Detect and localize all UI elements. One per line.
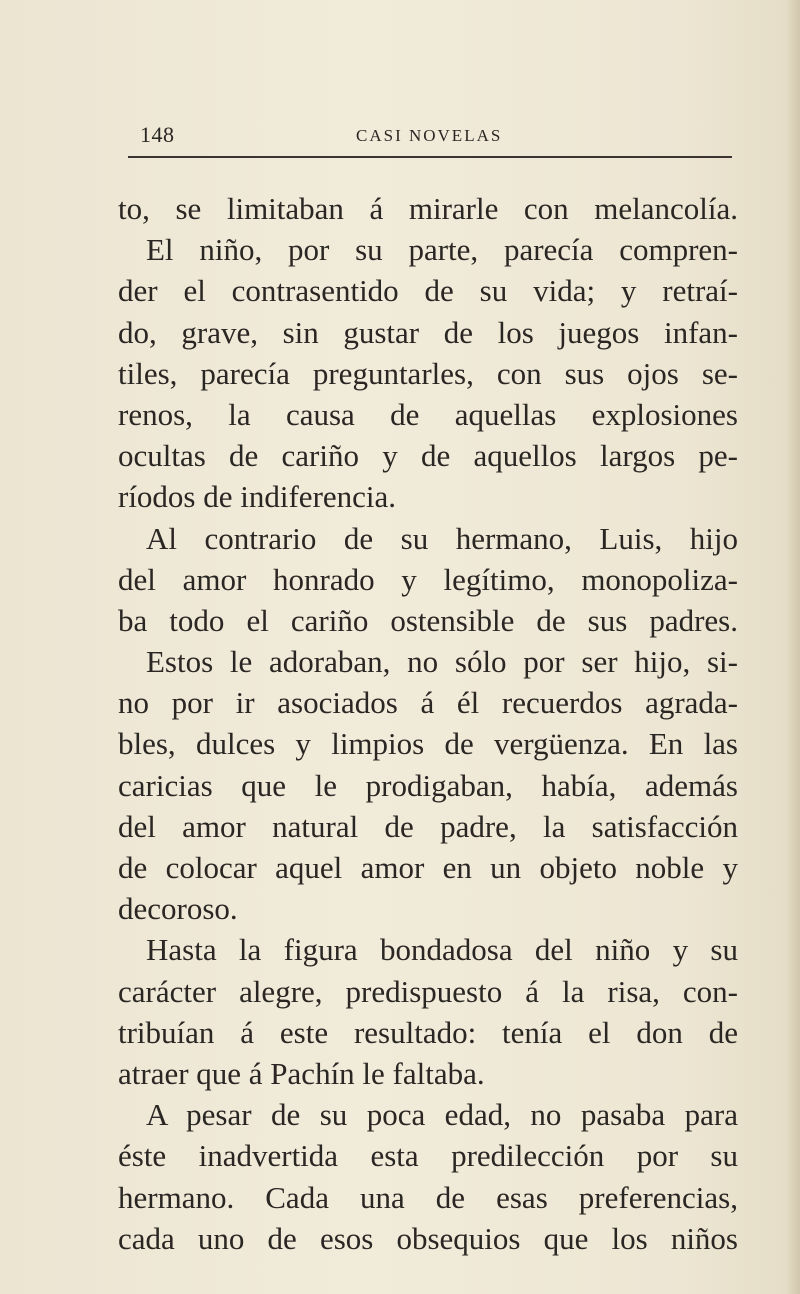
text-line: bles, dulces y limpios de vergüenza. En las (118, 726, 738, 762)
text-line: decoroso. (118, 891, 238, 927)
text-line: Estos le adoraban, no sólo por ser hijo, si- (146, 644, 738, 680)
page-number: 148 (140, 122, 175, 147)
text-line: del amor natural de padre, la satisfacción (118, 808, 738, 844)
text-line: no por ir asociados á él recuerdos agrada- (118, 685, 738, 721)
running-title: CASI NOVELAS (356, 126, 503, 145)
text-line: Hasta la figura bondadosa del niño y su (146, 932, 738, 968)
text-line: tribuían á este resultado: tenía el don de (118, 1014, 738, 1050)
text-line: ocultas de cariño y de aquellos largos pe- (118, 438, 738, 474)
text-line: to, se limitaban á mirarle con melancolía. (118, 191, 738, 226)
text-line: atraer que á Pachín le faltaba. (118, 1055, 485, 1091)
text-line: ba todo el cariño ostensible de sus padres. (118, 602, 738, 638)
text-line: A pesar de su poca edad, no pasaba para (146, 1097, 738, 1133)
header-rule (128, 156, 732, 158)
text-line: de colocar aquel amor en un objeto noble y (118, 850, 738, 885)
page-edge-shadow (786, 0, 800, 1294)
text-line: Al contrario de su hermano, Luis, hijo (146, 520, 738, 556)
text-line: caricias que le prodigaban, había, además (118, 767, 738, 803)
text-line: del amor honrado y legítimo, monopoliza- (118, 561, 738, 597)
text-line: carácter alegre, predispuesto á la risa, con- (118, 973, 738, 1009)
text-line: do, grave, sin gustar de los juegos infan- (118, 314, 738, 350)
text-line: ríodos de indiferencia. (118, 479, 397, 515)
text-line: tiles, parecía preguntarles, con sus ojos se- (118, 355, 738, 391)
body-text (118, 188, 738, 1259)
text-line: cada uno de esos obsequios que los niños (118, 1220, 738, 1256)
text-line: El niño, por su parte, parecía compren- (146, 232, 738, 268)
text-line: éste inadvertida esta predilección por su (118, 1138, 738, 1174)
page-header (128, 122, 732, 154)
text-line: der el contrasentido de su vida; y retraí- (118, 273, 738, 309)
text-line: hermano. Cada una de esas preferencias, (118, 1179, 738, 1215)
text-line: renos, la causa de aquellas explosiones (118, 396, 738, 432)
